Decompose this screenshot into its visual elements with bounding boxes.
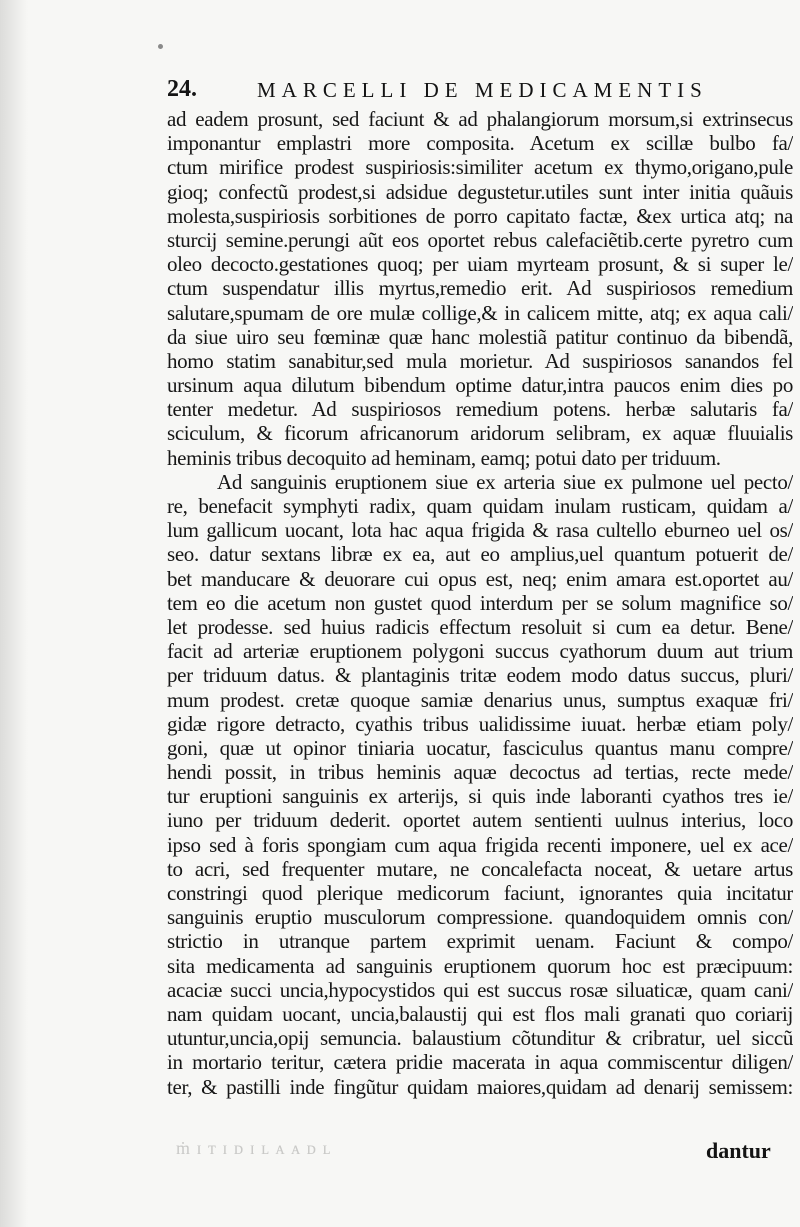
text-line: bet manducare & deuorare cui opus est, neq; enim amara est.oportet au/ — [167, 566, 793, 591]
text-line: ctum mirifice prodest suspiriosis:similiter acetum ex thymo,origano,pule — [167, 155, 793, 180]
text-line: re, benefacit symphyti radix, quam quidam inulam rusticam, quidam a/ — [167, 494, 793, 518]
text-line: heminis tribus decoquito ad heminam, eamq; potui dato per triduum. — [167, 445, 721, 470]
running-title: MARCELLI DE MEDICAMENTIS — [257, 78, 708, 102]
page-header — [167, 76, 708, 106]
text-line: tem eo die acetum non gustet quod interdum per se solum magnifice so/ — [167, 590, 793, 615]
text-line: salutare,spumam de ore mulæ collige,& in calicem mitte, atq; ex aqua cali/ — [167, 300, 793, 325]
text-line: iuno per triduum dederit. oportet autem sentienti uulnus interius, loco — [167, 808, 793, 833]
ink-speck — [158, 44, 163, 49]
text-line: constringi quod plerique medicorum faciunt, ignorantes quia incitatur — [167, 881, 793, 905]
bleed-through-text: ṁ ɪ ᴛ ɪ ᴅ ɪ ʟ ᴀ ᴀ ᴅ ʟ — [176, 1138, 332, 1158]
text-line: homo statim sanabitur,sed mula morietur. Ad suspiriosos sanandos fel — [167, 348, 793, 373]
text-line: tur eruptioni sanguinis ex arterijs, si quis inde laboranti cyathos tres ie/ — [167, 784, 793, 809]
text-line: sanguinis eruptio musculorum compressione. quandoquidem omnis con/ — [167, 905, 793, 930]
text-line: lum gallicum uocant, lota hac aqua frigida & rasa cultello eburneo uel os/ — [167, 518, 793, 543]
text-line: ad eadem prosunt, sed faciunt & ad phalangiorum morsum,si extrinsecus — [167, 107, 793, 131]
text-line: acaciæ succi uncia,hypocystidos qui est succus rosæ siluaticæ, quam cani/ — [167, 977, 793, 1002]
text-line: mum prodest. cretæ quoque samiæ denarius unus, sumptus exaquæ fri/ — [167, 687, 793, 712]
text-line: da siue uiro seu fœminæ quæ hanc molestiã patitur continuo da bibendã, — [167, 324, 793, 349]
gutter-shadow — [0, 0, 28, 1227]
text-line: sturcij semine.perungi aũt eos oportet rebus calefaciẽtib.certe pyretro cum — [167, 227, 793, 252]
catchword: dantur — [706, 1138, 771, 1163]
text-line: in mortario teritur, cætera pridie macerata in aqua commiscentur diligen/ — [167, 1050, 793, 1075]
text-line: tenter medetur. Ad suspiriosos remedium potens. herbæ salutaris fa/ — [167, 397, 793, 422]
text-line: seo. datur sextans libræ ex ea, aut eo amplius,uel quantum potuerit de/ — [167, 542, 793, 567]
text-line: gidæ rigore detracto, cyathis tribus ualidissime iuuat. herbæ etiam poly/ — [167, 711, 793, 736]
text-line: gioq; confectũ prodest,si adsidue degustetur.utiles sunt inter initia quãuis — [167, 179, 793, 204]
text-line: molesta,suspiriosis sorbitiones de porro capitato factæ, &ex urtica atq; na — [167, 203, 793, 228]
text-line: let prodesse. sed huius radicis effectum resoluit si cum ea detur. Bene/ — [167, 614, 793, 639]
text-line: sita medicamenta ad sanguinis eruptionem quorum hoc est præcipuum: — [167, 953, 793, 978]
text-line: nam quidam uocant, uncia,balaustij qui est flos mali granati quo coriarij — [167, 1001, 793, 1026]
text-line: per triduum datus. & plantaginis tritæ eodem modo datus succus, pluri/ — [167, 663, 793, 688]
text-line: Ad sanguinis eruptionem siue ex arteria siue ex pulmone uel pecto/ — [217, 469, 793, 494]
text-line: facit ad arteriæ eruptionem polygoni succus cyathorum duum aut trium — [167, 639, 793, 664]
text-line: hendi possit, in tribus heminis aquæ decoctus ad tertias, recte mede/ — [167, 760, 793, 785]
text-line: goni, quæ ut opinor tiniaria uocatur, fasciculus quantus manu compre/ — [167, 735, 793, 760]
text-line: ter, & pastilli inde fingũtur quidam maiores,quidam ad denarij semissem: — [167, 1074, 793, 1099]
text-line: strictio in utranque partem exprimit uenam. Faciunt & compo/ — [167, 929, 793, 954]
text-line: ipso sed à foris spongiam cum aqua frigida recenti imponere, uel ex ace/ — [167, 832, 793, 857]
folio-number: 24. — [167, 76, 197, 102]
text-line: sciculum, & ficorum africanorum aridorum selibram, ex aquæ fluuialis — [167, 421, 793, 446]
text-line: to acri, sed frequenter mutare, ne concalefacta noceat, & uetare artus — [167, 856, 793, 881]
text-line: utuntur,uncia,opij semuncia. balaustium cõtunditur & cribratur, uel siccũ — [167, 1026, 793, 1051]
text-line: ursinum aqua dilutum bibendum optime datur,intra paucos enim dies po — [167, 373, 793, 398]
body-text — [167, 107, 793, 1099]
text-line: oleo decocto.gestationes quoq; per uiam myrteam prosunt, & si super le/ — [167, 252, 793, 277]
text-line: ctum suspendatur illis myrtus,remedio erit. Ad suspiriosos remedium — [167, 276, 793, 301]
text-line: imponantur emplastri more composita. Acetum ex scillæ bulbo fa/ — [167, 131, 793, 156]
